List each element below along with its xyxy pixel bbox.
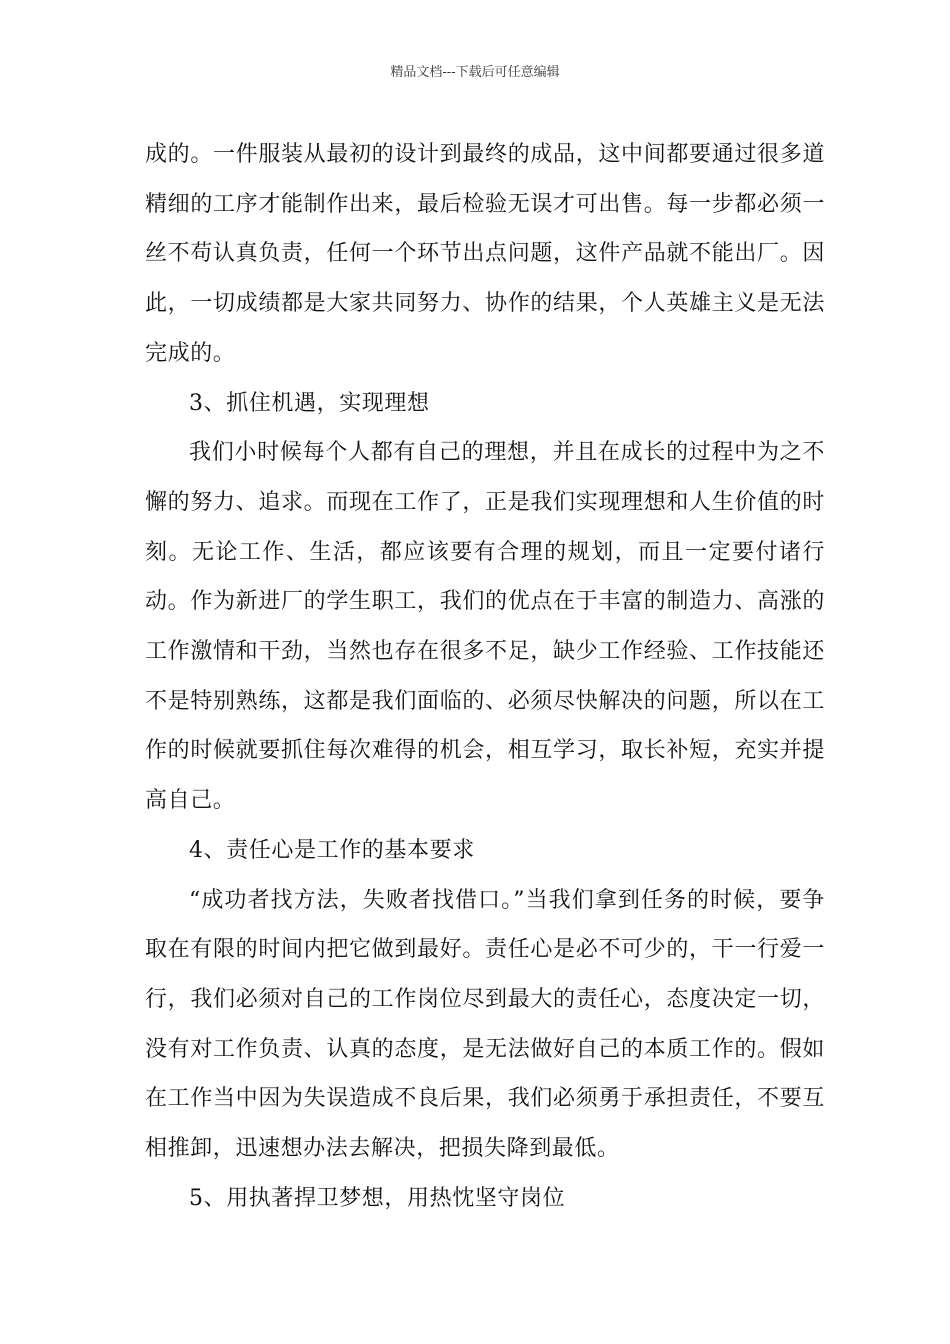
section-heading-5: 5、用执著捍卫梦想，用热忱坚守岗位 (189, 1185, 566, 1211)
document-body (145, 130, 825, 1223)
section-heading-4: 4、责任心是工作的基本要求 (189, 837, 475, 863)
section-heading-3: 3、抓住机遇，实现理想 (189, 390, 430, 416)
paragraph-ideals: 我们小时候每个人都有自己的理想，并且在成长的过程中为之不懈的努力、追求。而现在工作了，正是我们实现理想和人生价值的时刻。无论工作、生活，都应该要有合理的规划，而且一定要付诸行动。作为新进厂的学生职工，我们的优点在于丰富的制造力、高涨的工作激情和干劲，当然也存在很多不足，缺少工作经验、工作技能还不是特别熟练，这都是我们面临的、必须尽快解决的问题，所以在工作的时候就要抓住每次难得的机会，相互学习，取长补短，充实并提高自己。 (145, 440, 825, 814)
page-header: 精品文档---下载后可任意编辑 (390, 65, 560, 80)
paragraph-continuation: 成的。一件服装从最初的设计到最终的成品，这中间都要通过很多道精细的工序才能制作出来，最后检验无误才可出售。每一步都必须一丝不苟认真负责，任何一个环节出点问题，这件产品就不能出厂。因此，一切成绩都是大家共同努力、协作的结果，个人英雄主义是无法完成的。 (145, 142, 825, 366)
paragraph-responsibility: “成功者找方法，失败者找借口。”当我们拿到任务的时候，要争取在有限的时间内把它做到最好。责任心是必不可少的，干一行爱一行，我们必须对自己的工作岗位尽到最大的责任心，态度决定一切，没有对工作负责、认真的态度，是无法做好自己的本质工作的。假如在工作当中因为失误造成不良后果，我们必须勇于承担责任，不要互相推卸，迅速想办法去解决，把损失降到最低。 (145, 887, 825, 1162)
